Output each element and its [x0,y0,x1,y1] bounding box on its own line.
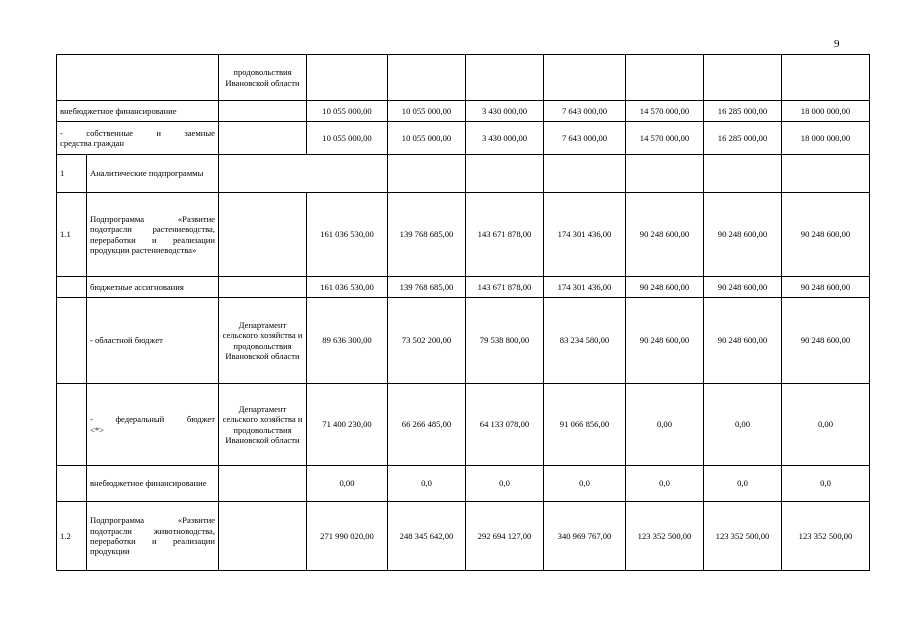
value-cell: 143 671 878,00 [466,193,544,277]
value-cell: 0,0 [782,466,870,502]
value-cell: 271 990 020,00 [307,502,388,571]
row-number: 1.2 [57,502,87,571]
value-cell: 0,00 [626,384,704,466]
value-cell: 0,00 [782,384,870,466]
value-cell: 3 430 000,00 [466,122,544,155]
table-row [57,466,870,502]
value-cell: 10 055 000,00 [307,101,388,122]
value-cell: 90 248 600,00 [626,193,704,277]
value-cell: 90 248 600,00 [782,298,870,384]
table-row [57,122,870,155]
value-cell: 66 266 485,00 [388,384,466,466]
table-row [57,384,870,466]
table-row [57,155,870,193]
page-number: 9 [834,38,840,50]
value-cell: 90 248 600,00 [704,193,782,277]
table-row [57,298,870,384]
value-cell: 71 400 230,00 [307,384,388,466]
table-row [57,101,870,122]
value-cell: 14 570 000,00 [626,101,704,122]
budget-table [56,54,870,571]
value-cell: 10 055 000,00 [388,122,466,155]
value-cell: 161 036 530,00 [307,277,388,298]
row-label: бюджетные ассигнования [87,277,219,298]
value-cell: 292 694 127,00 [466,502,544,571]
row-label: - федеральный бюджет <*> [87,384,219,466]
value-cell: 10 055 000,00 [307,122,388,155]
value-cell: 18 000 000,00 [782,101,870,122]
row-label: Аналитические подпрограммы [87,155,219,193]
value-cell: 0,0 [544,466,626,502]
value-cell: 3 430 000,00 [466,101,544,122]
row-label: - собственные и заемные средства граждан [57,122,219,155]
value-cell: 10 055 000,00 [388,101,466,122]
executor-cell: продовольствия Ивановской области [219,55,307,101]
row-number: 1.1 [57,193,87,277]
value-cell: 16 285 000,00 [704,101,782,122]
value-cell: 91 066 856,00 [544,384,626,466]
row-label: Подпрограмма «Развитие подотрасли животноводства, переработки и реализации продукции [87,502,219,571]
value-cell: 0,0 [466,466,544,502]
value-cell: 0,0 [704,466,782,502]
value-cell: 0,0 [388,466,466,502]
value-cell: 123 352 500,00 [704,502,782,571]
value-cell: 0,00 [307,466,388,502]
value-cell: 123 352 500,00 [626,502,704,571]
value-cell: 90 248 600,00 [626,277,704,298]
value-cell: 0,00 [704,384,782,466]
value-cell: 79 538 800,00 [466,298,544,384]
executor-cell: Департамент сельского хозяйства и продовольствия Ивановской области [219,298,307,384]
value-cell: 64 133 078,00 [466,384,544,466]
row-number: 1 [57,155,87,193]
value-cell: 16 285 000,00 [704,122,782,155]
value-cell: 7 643 000,00 [544,101,626,122]
value-cell: 143 671 878,00 [466,277,544,298]
row-label: внебюджетное финансирование [57,101,219,122]
value-cell: 161 036 530,00 [307,193,388,277]
value-cell: 139 768 685,00 [388,277,466,298]
value-cell: 7 643 000,00 [544,122,626,155]
value-cell: 14 570 000,00 [626,122,704,155]
row-label: внебюджетное финансирование [87,466,219,502]
value-cell: 90 248 600,00 [626,298,704,384]
table-row [57,277,870,298]
value-cell: 73 502 200,00 [388,298,466,384]
value-cell: 83 234 580,00 [544,298,626,384]
table-row [57,55,870,101]
row-label: Подпрограмма «Развитие подотрасли растениеводства, переработки и реализации продукции растениеводства» [87,193,219,277]
value-cell: 123 352 500,00 [782,502,870,571]
table-row [57,193,870,277]
value-cell: 340 969 767,00 [544,502,626,571]
value-cell: 248 345 642,00 [388,502,466,571]
value-cell: 174 301 436,00 [544,193,626,277]
executor-cell: Департамент сельского хозяйства и продовольствия Ивановской области [219,384,307,466]
value-cell: 139 768 685,00 [388,193,466,277]
value-cell: 90 248 600,00 [782,277,870,298]
table-row [57,502,870,571]
value-cell: 0,0 [626,466,704,502]
value-cell: 90 248 600,00 [782,193,870,277]
row-label: - областной бюджет [87,298,219,384]
value-cell: 18 000 000,00 [782,122,870,155]
value-cell: 90 248 600,00 [704,298,782,384]
value-cell: 174 301 436,00 [544,277,626,298]
value-cell: 89 636 300,00 [307,298,388,384]
value-cell: 90 248 600,00 [704,277,782,298]
